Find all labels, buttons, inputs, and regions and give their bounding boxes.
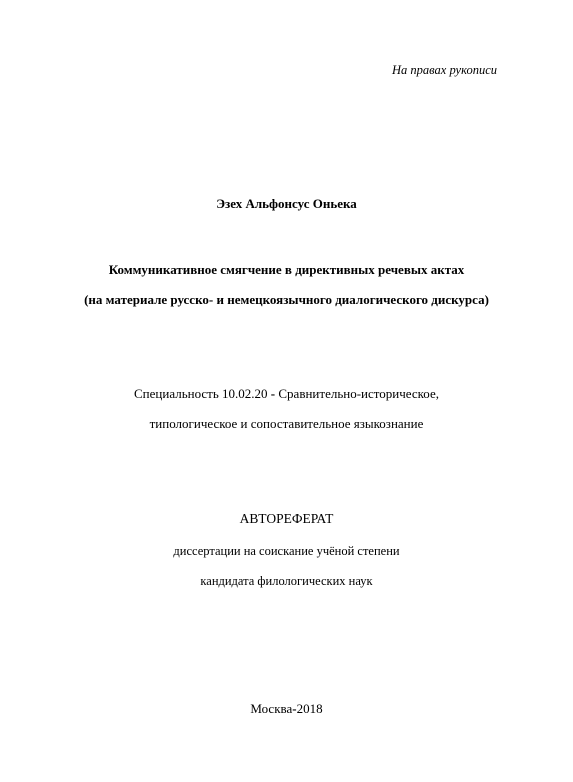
specialty-rest: Сравнительно-историческое,	[275, 386, 439, 401]
manuscript-note: На правах рукописи	[392, 63, 497, 77]
purpose-line-1: диссертации на соискание учёной степени	[173, 544, 400, 558]
specialty-line-1	[0, 386, 573, 402]
place-year	[0, 701, 573, 717]
author-name: Эзех Альфонсус Оньека	[216, 196, 357, 211]
place: Москва	[250, 701, 293, 716]
purpose-line-2: кандидата филологических наук	[200, 574, 373, 588]
specialty-prefix: Специальность 10.02.20	[134, 386, 271, 401]
title-line-1: Коммуникативное смягчение в директивных речевых актах	[108, 262, 465, 277]
specialty-dash: -	[270, 386, 276, 401]
specialty-line-2: типологическое и сопоставительное языкознание	[149, 416, 424, 431]
title-line-2: (на материале русско- и немецкоязычного диалогического дискурса)	[84, 292, 489, 307]
year: 2018	[296, 701, 323, 716]
document-type: АВТОРЕФЕРАТ	[239, 511, 334, 526]
place-year-dash: -	[292, 701, 297, 716]
